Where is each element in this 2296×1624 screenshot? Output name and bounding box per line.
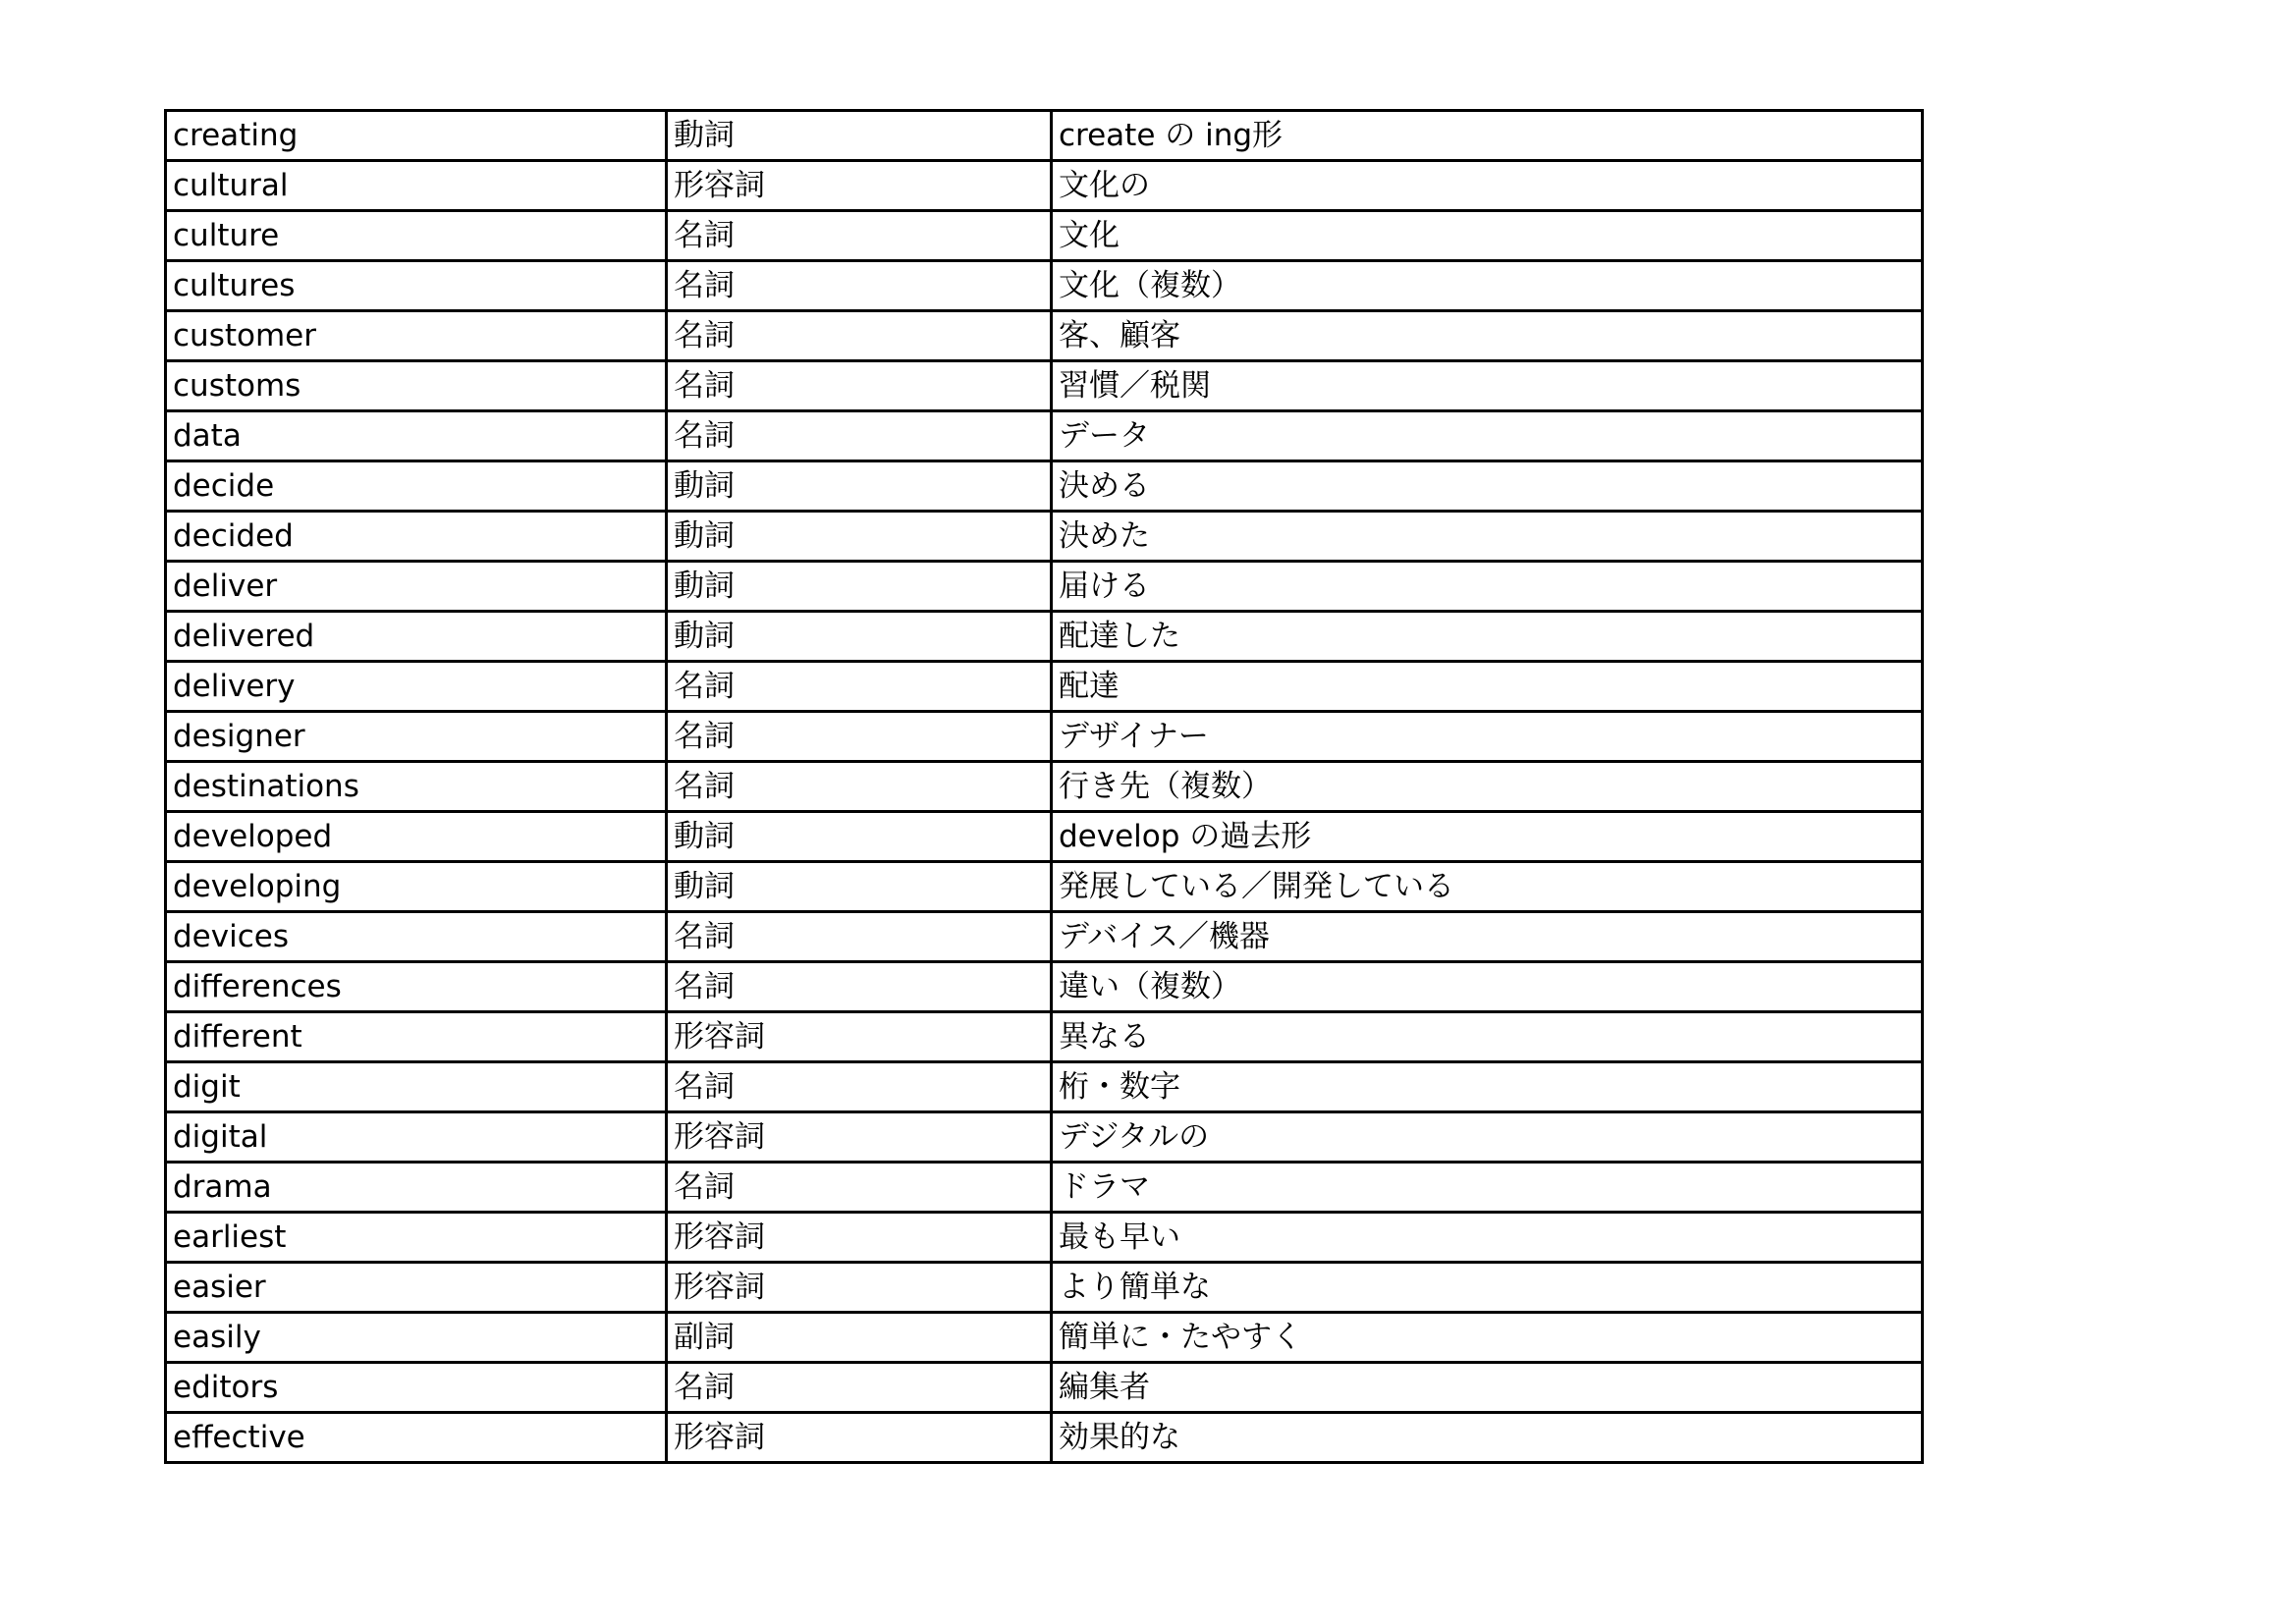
part-of-speech-cell: 形容詞 — [667, 1263, 1052, 1313]
meaning-cell: 異なる — [1052, 1012, 1923, 1062]
table-row — [166, 1413, 1923, 1463]
table-row — [166, 1112, 1923, 1163]
part-of-speech-cell: 名詞 — [667, 712, 1052, 762]
vocabulary-table-body — [166, 111, 1923, 1463]
word-cell: customer — [166, 311, 667, 361]
meaning-cell: より簡単な — [1052, 1263, 1923, 1313]
word-cell: effective — [166, 1413, 667, 1463]
word-cell: destinations — [166, 762, 667, 812]
meaning-cell: 届ける — [1052, 562, 1923, 612]
part-of-speech-cell: 動詞 — [667, 562, 1052, 612]
table-row — [166, 812, 1923, 862]
meaning-cell: データ — [1052, 411, 1923, 461]
part-of-speech-cell: 形容詞 — [667, 1012, 1052, 1062]
word-cell: cultures — [166, 261, 667, 311]
meaning-cell: 決めた — [1052, 512, 1923, 562]
meaning-cell: 行き先（複数） — [1052, 762, 1923, 812]
word-cell: easier — [166, 1263, 667, 1313]
word-cell: developed — [166, 812, 667, 862]
part-of-speech-cell: 名詞 — [667, 261, 1052, 311]
word-cell: designer — [166, 712, 667, 762]
table-row — [166, 361, 1923, 411]
part-of-speech-cell: 名詞 — [667, 662, 1052, 712]
meaning-cell: 違い（複数） — [1052, 962, 1923, 1012]
meaning-cell: 配達 — [1052, 662, 1923, 712]
word-cell: delivery — [166, 662, 667, 712]
part-of-speech-cell: 動詞 — [667, 461, 1052, 512]
meaning-cell: 文化（複数） — [1052, 261, 1923, 311]
word-cell: data — [166, 411, 667, 461]
part-of-speech-cell: 名詞 — [667, 411, 1052, 461]
word-cell: delivered — [166, 612, 667, 662]
meaning-cell: 桁・数字 — [1052, 1062, 1923, 1112]
meaning-cell: 発展している／開発している — [1052, 862, 1923, 912]
part-of-speech-cell: 名詞 — [667, 912, 1052, 962]
part-of-speech-cell: 名詞 — [667, 361, 1052, 411]
table-row — [166, 1012, 1923, 1062]
table-row — [166, 612, 1923, 662]
table-row — [166, 1213, 1923, 1263]
part-of-speech-cell: 副詞 — [667, 1313, 1052, 1363]
table-row — [166, 1062, 1923, 1112]
word-cell: earliest — [166, 1213, 667, 1263]
part-of-speech-cell: 名詞 — [667, 762, 1052, 812]
table-row — [166, 411, 1923, 461]
part-of-speech-cell: 名詞 — [667, 1062, 1052, 1112]
meaning-cell: ドラマ — [1052, 1163, 1923, 1213]
meaning-cell: デバイス／機器 — [1052, 912, 1923, 962]
meaning-cell: 決める — [1052, 461, 1923, 512]
word-cell: easily — [166, 1313, 667, 1363]
meaning-cell: 配達した — [1052, 612, 1923, 662]
word-cell: devices — [166, 912, 667, 962]
table-row — [166, 1263, 1923, 1313]
meaning-cell: 効果的な — [1052, 1413, 1923, 1463]
word-cell: customs — [166, 361, 667, 411]
meaning-cell: 習慣／税関 — [1052, 361, 1923, 411]
part-of-speech-cell: 形容詞 — [667, 1413, 1052, 1463]
word-cell: decide — [166, 461, 667, 512]
part-of-speech-cell: 形容詞 — [667, 161, 1052, 211]
table-row — [166, 111, 1923, 161]
word-cell: editors — [166, 1363, 667, 1413]
table-row — [166, 712, 1923, 762]
table-row — [166, 962, 1923, 1012]
word-cell: drama — [166, 1163, 667, 1213]
table-row — [166, 1313, 1923, 1363]
word-cell: differences — [166, 962, 667, 1012]
word-cell: developing — [166, 862, 667, 912]
table-row — [166, 461, 1923, 512]
part-of-speech-cell: 名詞 — [667, 311, 1052, 361]
table-row — [166, 261, 1923, 311]
word-cell: cultural — [166, 161, 667, 211]
word-cell: culture — [166, 211, 667, 261]
part-of-speech-cell: 動詞 — [667, 612, 1052, 662]
meaning-cell: 客、顧客 — [1052, 311, 1923, 361]
table-row — [166, 562, 1923, 612]
meaning-cell: 文化の — [1052, 161, 1923, 211]
word-cell: digital — [166, 1112, 667, 1163]
part-of-speech-cell: 名詞 — [667, 962, 1052, 1012]
part-of-speech-cell: 名詞 — [667, 211, 1052, 261]
meaning-cell: 最も早い — [1052, 1213, 1923, 1263]
table-row — [166, 311, 1923, 361]
part-of-speech-cell: 動詞 — [667, 862, 1052, 912]
table-row — [166, 1163, 1923, 1213]
table-row — [166, 862, 1923, 912]
part-of-speech-cell: 名詞 — [667, 1163, 1052, 1213]
part-of-speech-cell: 形容詞 — [667, 1213, 1052, 1263]
table-row — [166, 512, 1923, 562]
word-cell: deliver — [166, 562, 667, 612]
part-of-speech-cell: 形容詞 — [667, 1112, 1052, 1163]
meaning-cell: develop の過去形 — [1052, 812, 1923, 862]
meaning-cell: デジタルの — [1052, 1112, 1923, 1163]
part-of-speech-cell: 動詞 — [667, 512, 1052, 562]
meaning-cell: デザイナー — [1052, 712, 1923, 762]
table-row — [166, 1363, 1923, 1413]
part-of-speech-cell: 動詞 — [667, 812, 1052, 862]
meaning-cell: 文化 — [1052, 211, 1923, 261]
table-row — [166, 662, 1923, 712]
part-of-speech-cell: 動詞 — [667, 111, 1052, 161]
word-cell: decided — [166, 512, 667, 562]
meaning-cell: create の ing形 — [1052, 111, 1923, 161]
table-row — [166, 912, 1923, 962]
meaning-cell: 簡単に・たやすく — [1052, 1313, 1923, 1363]
word-cell: digit — [166, 1062, 667, 1112]
word-cell: different — [166, 1012, 667, 1062]
table-row — [166, 762, 1923, 812]
table-row — [166, 211, 1923, 261]
word-cell: creating — [166, 111, 667, 161]
meaning-cell: 編集者 — [1052, 1363, 1923, 1413]
table-row — [166, 161, 1923, 211]
part-of-speech-cell: 名詞 — [667, 1363, 1052, 1413]
vocabulary-table — [164, 109, 1924, 1464]
